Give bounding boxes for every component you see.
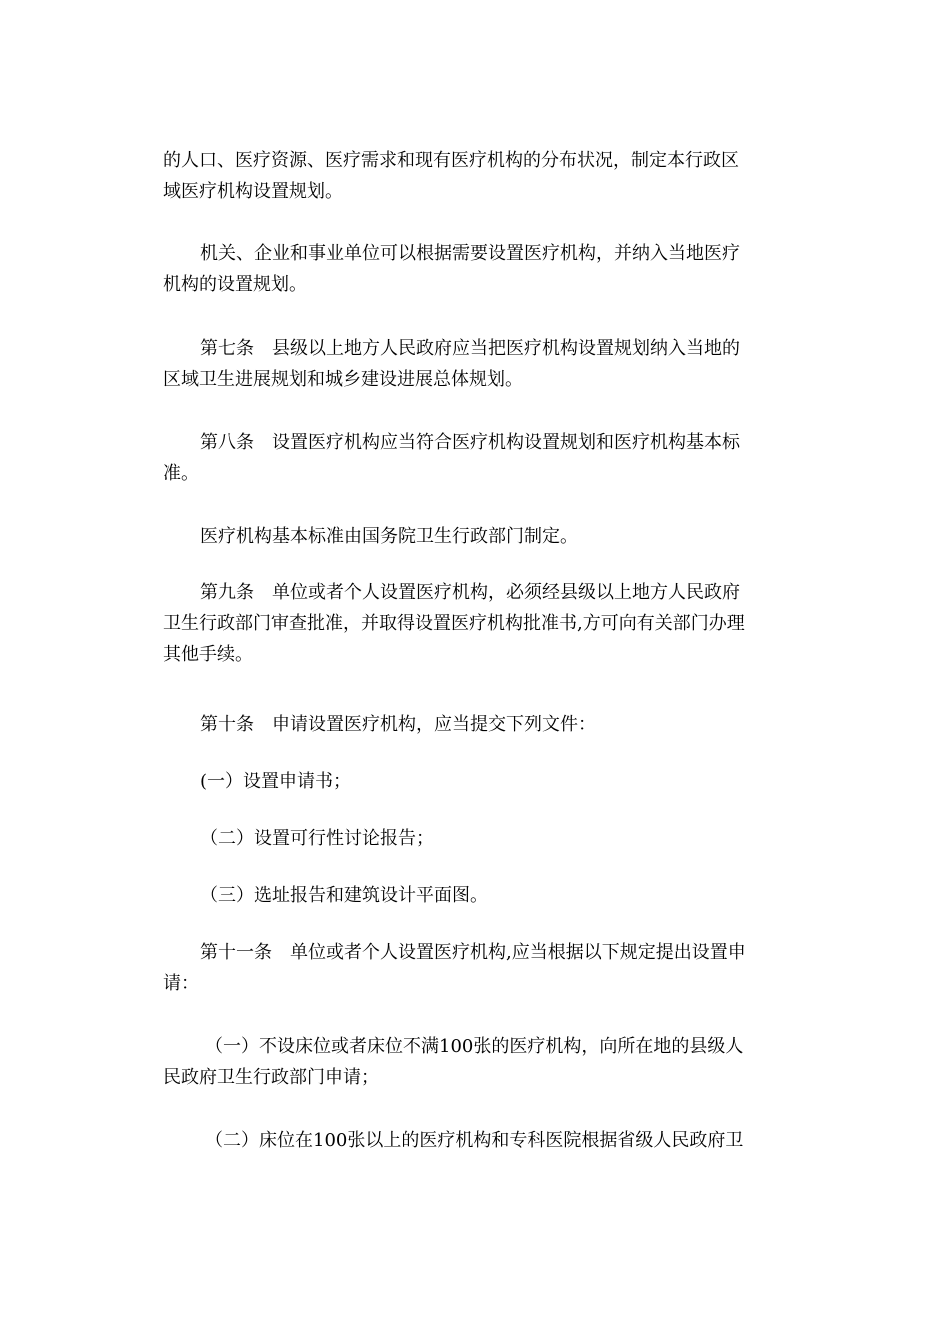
text-line: 第九条 单位或者个人设置医疗机构，必须经县级以上地方人民政府: [200, 582, 740, 603]
text-line: 第十条 申请设置医疗机构，应当提交下列文件：: [200, 714, 596, 735]
text-line: （一）不设床位或者床位不满100张的医疗机构，向所在地的县级人: [205, 1036, 744, 1057]
paragraph-article-11: [163, 937, 788, 999]
paragraph-article-7: [163, 333, 788, 395]
text-line: 第八条 设置医疗机构应当符合医疗机构设置规划和医疗机构基本标: [200, 432, 740, 453]
paragraph-article-9: [163, 577, 788, 670]
text-line: 其他手续。: [163, 644, 253, 665]
text-line: 准。: [163, 463, 199, 484]
text-line: 民政府卫生行政部门申请；: [163, 1067, 379, 1088]
text-line: （二）床位在100张以上的医疗机构和专科医院根据省级人民政府卫: [205, 1130, 744, 1151]
text-line: 机关、企业和事业单位可以根据需要设置医疗机构，并纳入当地医疗: [200, 243, 740, 264]
paragraph-article-8: [163, 427, 788, 489]
text-line: （三）选址报告和建筑设计平面图。: [200, 885, 488, 906]
text-line: 第七条 县级以上地方人民政府应当把医疗机构设置规划纳入当地的: [200, 338, 740, 359]
text-line: 第十一条 单位或者个人设置医疗机构,应当根据以下规定提出设置申: [200, 942, 746, 963]
list-item-under-100-beds: [163, 1031, 788, 1093]
text-line: 区域卫生进展规划和城乡建设进展总体规划。: [163, 369, 523, 390]
text-line: 的人口、医疗资源、医疗需求和现有医疗机构的分布状况，制定本行政区: [163, 150, 739, 171]
text-line: （二）设置可行性讨论报告；: [200, 828, 434, 849]
paragraph-planning-continuation: [163, 145, 788, 207]
list-item-feasibility-report: [163, 823, 788, 854]
text-line: 域医疗机构设置规划。: [163, 181, 343, 202]
paragraph-organizations: [163, 238, 788, 300]
paragraph-basic-standards: [163, 521, 788, 552]
list-item-application: [163, 766, 788, 797]
text-line: 卫生行政部门审查批准，并取得设置医疗机构批准书,方可向有关部门办理: [163, 613, 745, 634]
text-line: (一）设置申请书；: [200, 771, 352, 792]
text-line: 机构的设置规划。: [163, 274, 307, 295]
paragraph-article-10: [163, 709, 788, 740]
text-line: 请：: [163, 973, 199, 994]
list-item-over-100-beds: [163, 1125, 788, 1156]
text-line: 医疗机构基本标准由国务院卫生行政部门制定。: [200, 526, 578, 547]
list-item-site-report: [163, 880, 788, 911]
